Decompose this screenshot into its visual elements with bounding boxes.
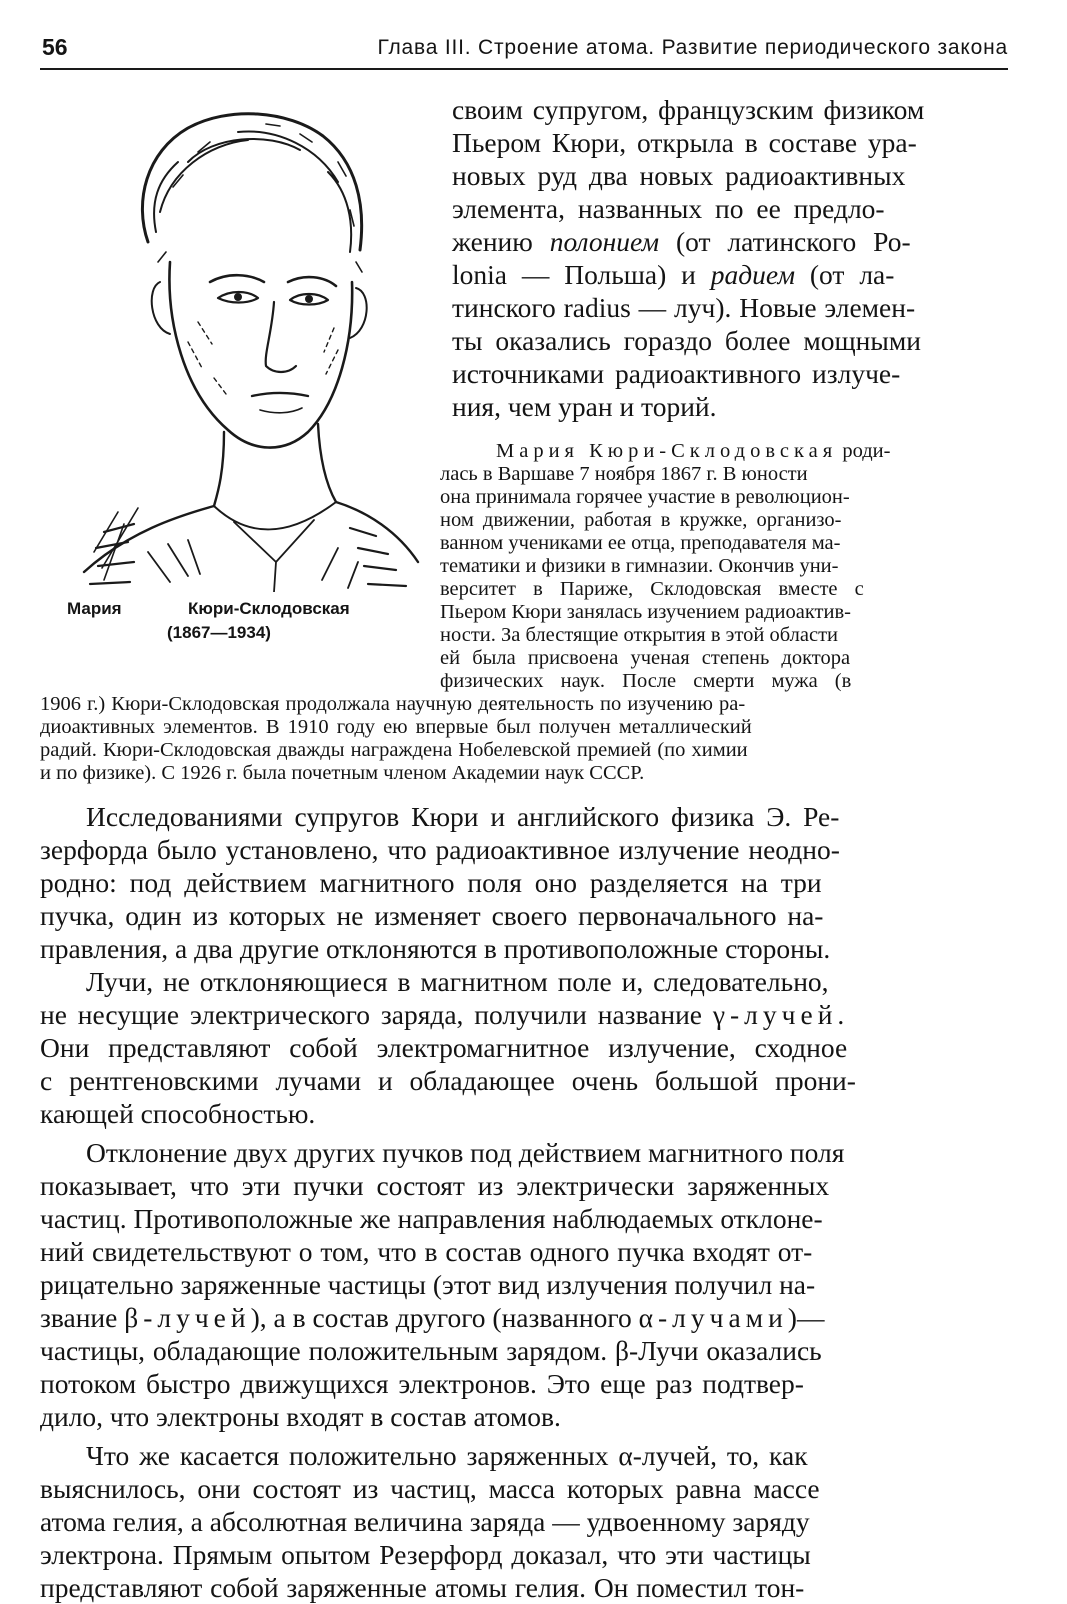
text-line: представляют собой заряженные атомы гелия. Он поместил тон- — [40, 1572, 805, 1603]
text-line: дило, что электроны входят в состав атомов. — [40, 1401, 561, 1432]
text-line: не несущие электрического заряда, получили название γ-лучей. — [40, 999, 850, 1030]
text-line: электрона. Прямым опытом Резерфорд доказал, что эти частицы — [40, 1539, 811, 1570]
term-beta-rays: β-лучей — [124, 1302, 251, 1333]
text-line: с рентгеновскими лучами и обладающее очень большой прони- — [40, 1065, 856, 1096]
text-line: тематики и физики в гимназии. Окончив уни- — [440, 555, 839, 577]
text-line: потоком быстро движущихся электронов. Это еще раз подтвер- — [40, 1368, 804, 1399]
text-line: Пьером Кюри, открыла в составе ура- — [452, 127, 917, 158]
text-line: частиц. Противоположные же направления наблюдаемых отклоне- — [40, 1203, 823, 1234]
caption-surname: Кюри-Склодовская — [188, 599, 350, 618]
text-line: ности. За блестящие открытия в этой области — [440, 624, 839, 646]
text-line: Что же касается положительно заряженных α-лучей, то, как — [86, 1440, 808, 1471]
text-line: ния, чем уран и торий. — [452, 391, 717, 422]
text-line: жению полонием (от латинского Ро- — [452, 226, 911, 257]
term-alpha-rays: α-лучами — [638, 1302, 788, 1333]
text-line: новых руд два новых радиоактивных — [452, 160, 906, 191]
text-line: Лучи, не отклоняющиеся в магнитном поле и, следовательно, — [86, 966, 829, 997]
text-line: ты оказались гораздо более мощными — [452, 325, 921, 356]
text-line: рицательно заряженные частицы (этот вид излучения получил на- — [40, 1269, 816, 1300]
text-line: Исследованиями супругов Кюри и английского физика Э. Ре- — [86, 801, 840, 832]
text-line: радий. Кюри-Склодовская дважды награждена Нобелевской премией (по химии — [40, 739, 748, 761]
text-line: родно: под действием магнитного поля оно разделяется на три — [40, 867, 822, 898]
text-line: Они представляют собой электромагнитное излучение, сходное — [40, 1032, 848, 1063]
text-line: кающей способностью. — [40, 1098, 316, 1129]
text-line: и по физике). С 1926 г. была почетным членом Академии наук СССР. — [40, 762, 645, 784]
text-line: элемента, названных по ее предло- — [452, 193, 885, 224]
term-radium: радием — [710, 259, 795, 290]
text-line: диоактивных элементов. В 1910 году ею впервые был получен металлический — [40, 716, 752, 738]
text-line: частицы, обладающие положительным зарядом. β-Лучи оказались — [40, 1335, 822, 1366]
text-line: Мария Кюри-Склодовская роди- — [496, 440, 891, 462]
text-line: физических наук. После смерти мужа (в — [440, 670, 852, 692]
text-line: ей была присвоена ученая степень доктора — [440, 647, 851, 669]
text-line: своим супругом, французским физиком — [452, 94, 925, 125]
text-line: выяснилось, они состоят из частиц, масса которых равна массе — [40, 1473, 820, 1504]
text-line: лась в Варшаве 7 ноября 1867 г. В юности — [440, 463, 808, 485]
text-line: ванном учениками ее отца, преподавателя ма- — [440, 532, 841, 554]
text-line: ном движении, работая в кружке, организо- — [440, 509, 842, 531]
text-line: ний свидетельствуют о том, что в состав одного пучка входят от- — [40, 1236, 813, 1267]
text-line: Отклонение двух других пучков под действием магнитного поля — [86, 1137, 845, 1168]
text-line: правления, а два другие отклоняются в противоположные стороны. — [40, 933, 831, 964]
text-line: верситет в Париже, Склодовская вместе с — [440, 578, 864, 600]
text-line: 1906 г.) Кюри-Склодовская продолжала научную деятельность по изучению ра- — [40, 693, 746, 715]
term-gamma-rays: γ-лучей. — [712, 999, 850, 1030]
text-line: звание β-лучей), а в состав другого (названного α-лучами)— — [40, 1302, 825, 1333]
text-line: показывает, что эти пучки состоят из электрически заряженных — [40, 1170, 830, 1201]
page-number: 56 — [42, 34, 68, 60]
text-line: она принимала горячее участие в революцион- — [440, 486, 850, 508]
text-line: источниками радиоактивного излуче- — [452, 358, 901, 389]
text-line: тинского radius — луч). Новые элемен- — [452, 292, 916, 323]
portrait-illustration — [38, 92, 420, 592]
text-line: атома гелия, а абсолютная величина заряда — удвоенному заряду — [40, 1506, 810, 1537]
running-title: Глава III. Строение атома. Развитие периодического закона — [377, 36, 1008, 59]
caption-first-name: Мария — [67, 599, 122, 618]
text-line: lonia — Польша) и радием (от ла- — [452, 259, 895, 290]
term-polonium: полонием — [549, 226, 660, 257]
text-line: зерфорда было установлено, что радиоактивное излучение неодно- — [40, 834, 840, 865]
caption-years: (1867—1934) — [167, 623, 271, 642]
text-line: пучка, один из которых не изменяет своего первоначального на- — [40, 900, 824, 931]
text-line: Пьером Кюри занялась изучением радиоактив- — [440, 601, 851, 623]
page-header — [40, 34, 1008, 70]
bio-name-spaced: Мария Кюри-Склодовская — [496, 440, 838, 462]
